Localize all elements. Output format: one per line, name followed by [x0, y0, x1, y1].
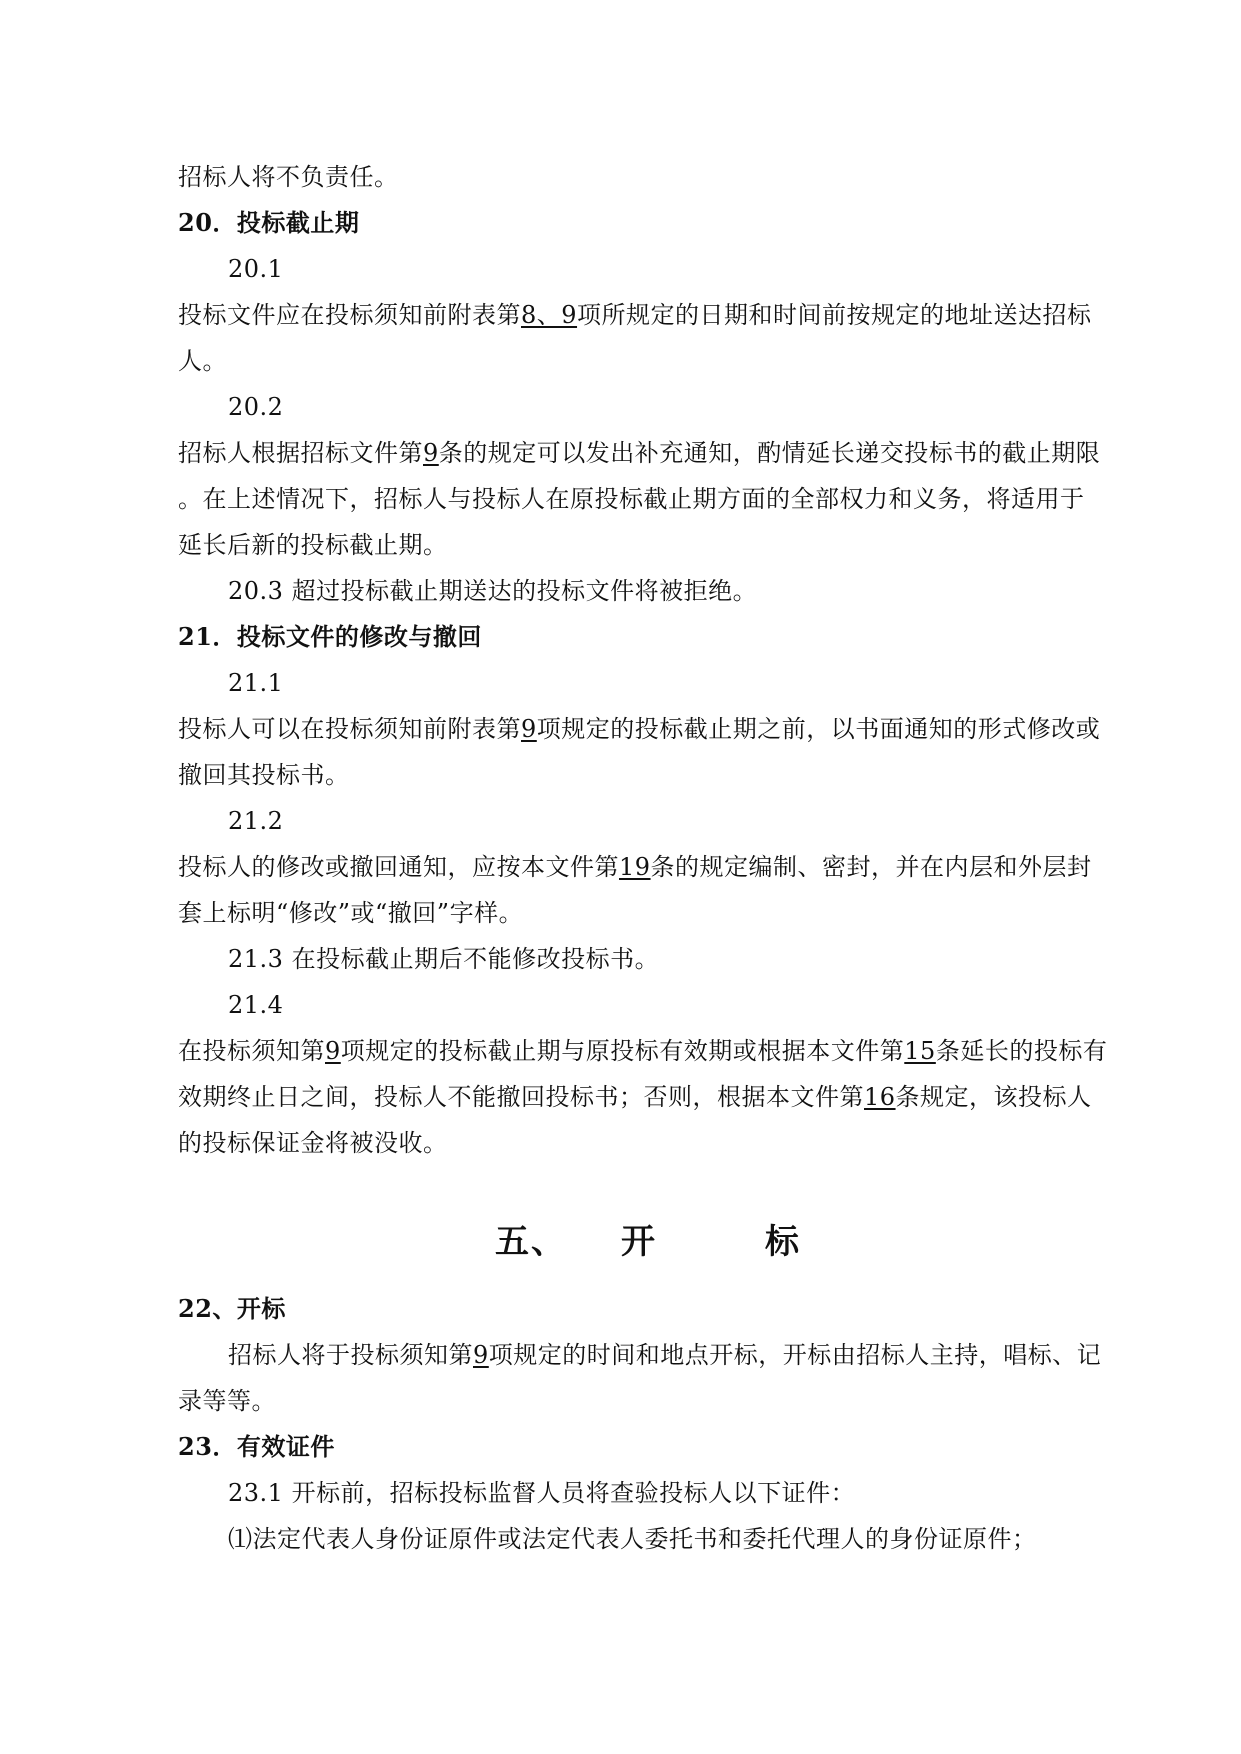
paragraph-line: 录等等。 [178, 1387, 276, 1415]
text-run: 招标人根据招标文件第 [178, 439, 423, 467]
chapter-title [178, 1206, 1118, 1278]
text-run: 项规定的投标截止期之前，以书面通知的形式修改或 [536, 715, 1101, 743]
document-page [178, 154, 1118, 1562]
clause-23-1: 23.1 开标前，招标投标监督人员将查验投标人以下证件： [228, 1479, 856, 1507]
clause-reference: 8、9 [521, 301, 578, 329]
clause-number-21-1: 21.1 [228, 669, 284, 697]
clause-number-20-1: 20.1 [228, 255, 284, 283]
clause-reference: 9 [423, 439, 439, 467]
clause-reference: 16 [864, 1083, 896, 1111]
text-run: 项规定的投标截止期与原投标有效期或根据本文件第 [340, 1037, 905, 1065]
paragraph-line: 人。 [178, 347, 227, 375]
text-run: 条规定，该投标人 [895, 1083, 1092, 1111]
text-run: 效期终止日之间，投标人不能撤回投标书；否则，根据本文件第 [178, 1083, 864, 1111]
paragraph-line: 延长后新的投标截止期。 [178, 531, 448, 559]
text-run: 项规定的时间和地点开标，开标由招标人主持，唱标、记 [488, 1341, 1102, 1369]
paragraph-line: 。在上述情况下，招标人与投标人在原投标截止期方面的全部权力和义务，将适用于 [178, 485, 1085, 513]
text-run: 投标文件应在投标须知前附表第 [178, 301, 521, 329]
paragraph-line [178, 292, 1118, 338]
text-run: 招标人将于投标须知第 [228, 1341, 473, 1369]
chapter-word: 标 [765, 1222, 801, 1262]
text-run: 条的规定编制、密封，并在内层和外层封 [650, 853, 1092, 881]
paragraph-line: 的投标保证金将被没收。 [178, 1129, 448, 1157]
section-heading-21: 21．投标文件的修改与撤回 [178, 622, 482, 651]
clause-reference: 9 [521, 715, 537, 743]
list-item: ⑴法定代表人身份证原件或法定代表人委托书和委托代理人的身份证原件； [228, 1525, 1037, 1553]
text-run: 投标人可以在投标须知前附表第 [178, 715, 521, 743]
paragraph-line [178, 430, 1118, 476]
clause-number-21-2: 21.2 [228, 807, 284, 835]
paragraph-line [178, 1028, 1118, 1074]
paragraph-line: 套上标明“修改”或“撤回”字样。 [178, 899, 524, 927]
section-heading-20: 20．投标截止期 [178, 208, 360, 237]
clause-number-21-4: 21.4 [228, 991, 284, 1019]
clause-reference: 9 [473, 1341, 489, 1369]
text-run: 投标人的修改或撤回通知，应按本文件第 [178, 853, 619, 881]
paragraph-line [178, 1332, 1118, 1378]
paragraph-line: 招标人将不负责任。 [178, 163, 399, 191]
paragraph-line: 撤回其投标书。 [178, 761, 350, 789]
clause-reference: 9 [325, 1037, 341, 1065]
text-run: 条的规定可以发出补充通知，酌情延长递交投标书的截止期限 [438, 439, 1101, 467]
clause-21-3: 21.3 在投标截止期后不能修改投标书。 [228, 945, 660, 973]
clause-20-3: 20.3 超过投标截止期送达的投标文件将被拒绝。 [228, 577, 758, 605]
section-heading-22: 22、开标 [178, 1294, 286, 1323]
paragraph-line [178, 844, 1118, 890]
paragraph-line [178, 706, 1118, 752]
text-run: 项所规定的日期和时间前按规定的地址送达招标 [577, 301, 1092, 329]
text-run: 在投标须知第 [178, 1037, 325, 1065]
text-run: 条延长的投标有 [935, 1037, 1108, 1065]
chapter-number: 五、 [495, 1222, 567, 1262]
clause-reference: 15 [904, 1037, 936, 1065]
clause-reference: 19 [619, 853, 651, 881]
clause-number-20-2: 20.2 [228, 393, 284, 421]
section-heading-23: 23．有效证件 [178, 1432, 335, 1461]
paragraph-line [178, 1074, 1118, 1120]
chapter-word: 开 [621, 1222, 657, 1262]
